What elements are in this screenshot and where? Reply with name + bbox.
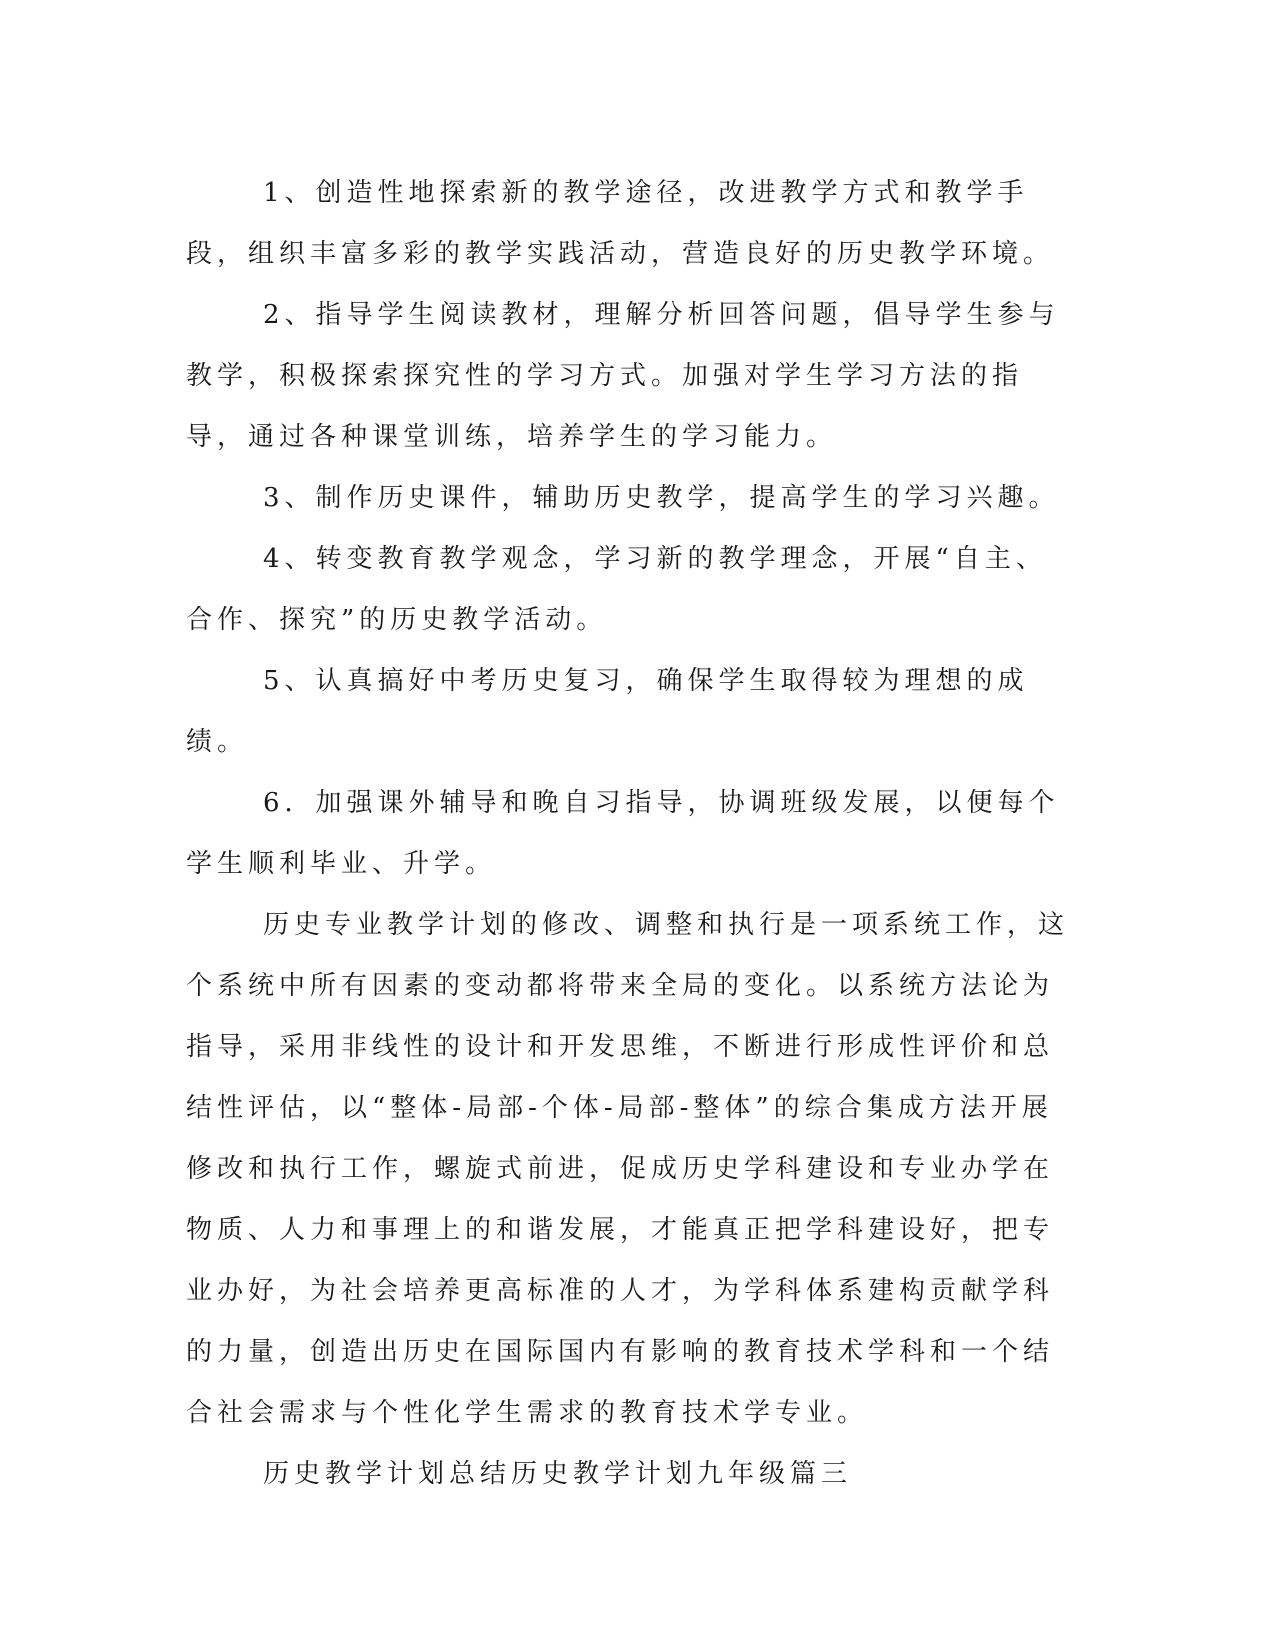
- section-heading: 历史教学计划总结历史教学计划九年级篇三: [263, 1459, 853, 1489]
- paragraph-item-2: 2、指导学生阅读教材，理解分析回答问题，倡导学生参与教学，积极探索探究性的学习方式。加强对学生学习方法的指导，通过各种课堂训练，培养学生的学习能力。: [186, 300, 1060, 452]
- paragraph-item-4: 4、转变教育教学观念，学习新的教学理念，开展“自主、合作、探究”的历史教学活动。: [186, 544, 1047, 635]
- paragraph-item-5: 5、认真搞好中考历史复习，确保学生取得较为理想的成绩。: [186, 666, 1029, 757]
- paragraph-item-3: 3、制作历史课件，辅助历史教学，提高学生的学习兴趣。: [263, 483, 1060, 513]
- paragraph-item-1: 1、创造性地探索新的教学途径，改进教学方式和教学手段，组织丰富多彩的教学实践活动，营造良好的历史教学环境。: [186, 178, 1055, 269]
- summary-paragraph: 历史专业教学计划的修改、调整和执行是一项系统工作，这个系统中所有因素的变动都将带来全局的变化。以系统方法论为指导，采用非线性的设计和开发思维，不断进行形成性评价和总结性评估，以“整体-局部-个体-局部-整体”的综合集成方法开展修改和执行工作，螺旋式前进，促成历史学科建设和专业办学在物质、人力和事理上的和谐发展，才能真正把学科建设好，把专业办好，为社会培养更高标准的人才，为学科体系建构贡献学科的力量，创造出历史在国际国内有影响的教育技术学科和一个结合社会需求与个性化学生需求的教育技术学专业。: [186, 910, 1070, 1428]
- paragraph-item-6: 6．加强课外辅导和晚自习指导，协调班级发展，以便每个学生顺利毕业、升学。: [186, 788, 1060, 879]
- document-body: [186, 163, 1071, 1505]
